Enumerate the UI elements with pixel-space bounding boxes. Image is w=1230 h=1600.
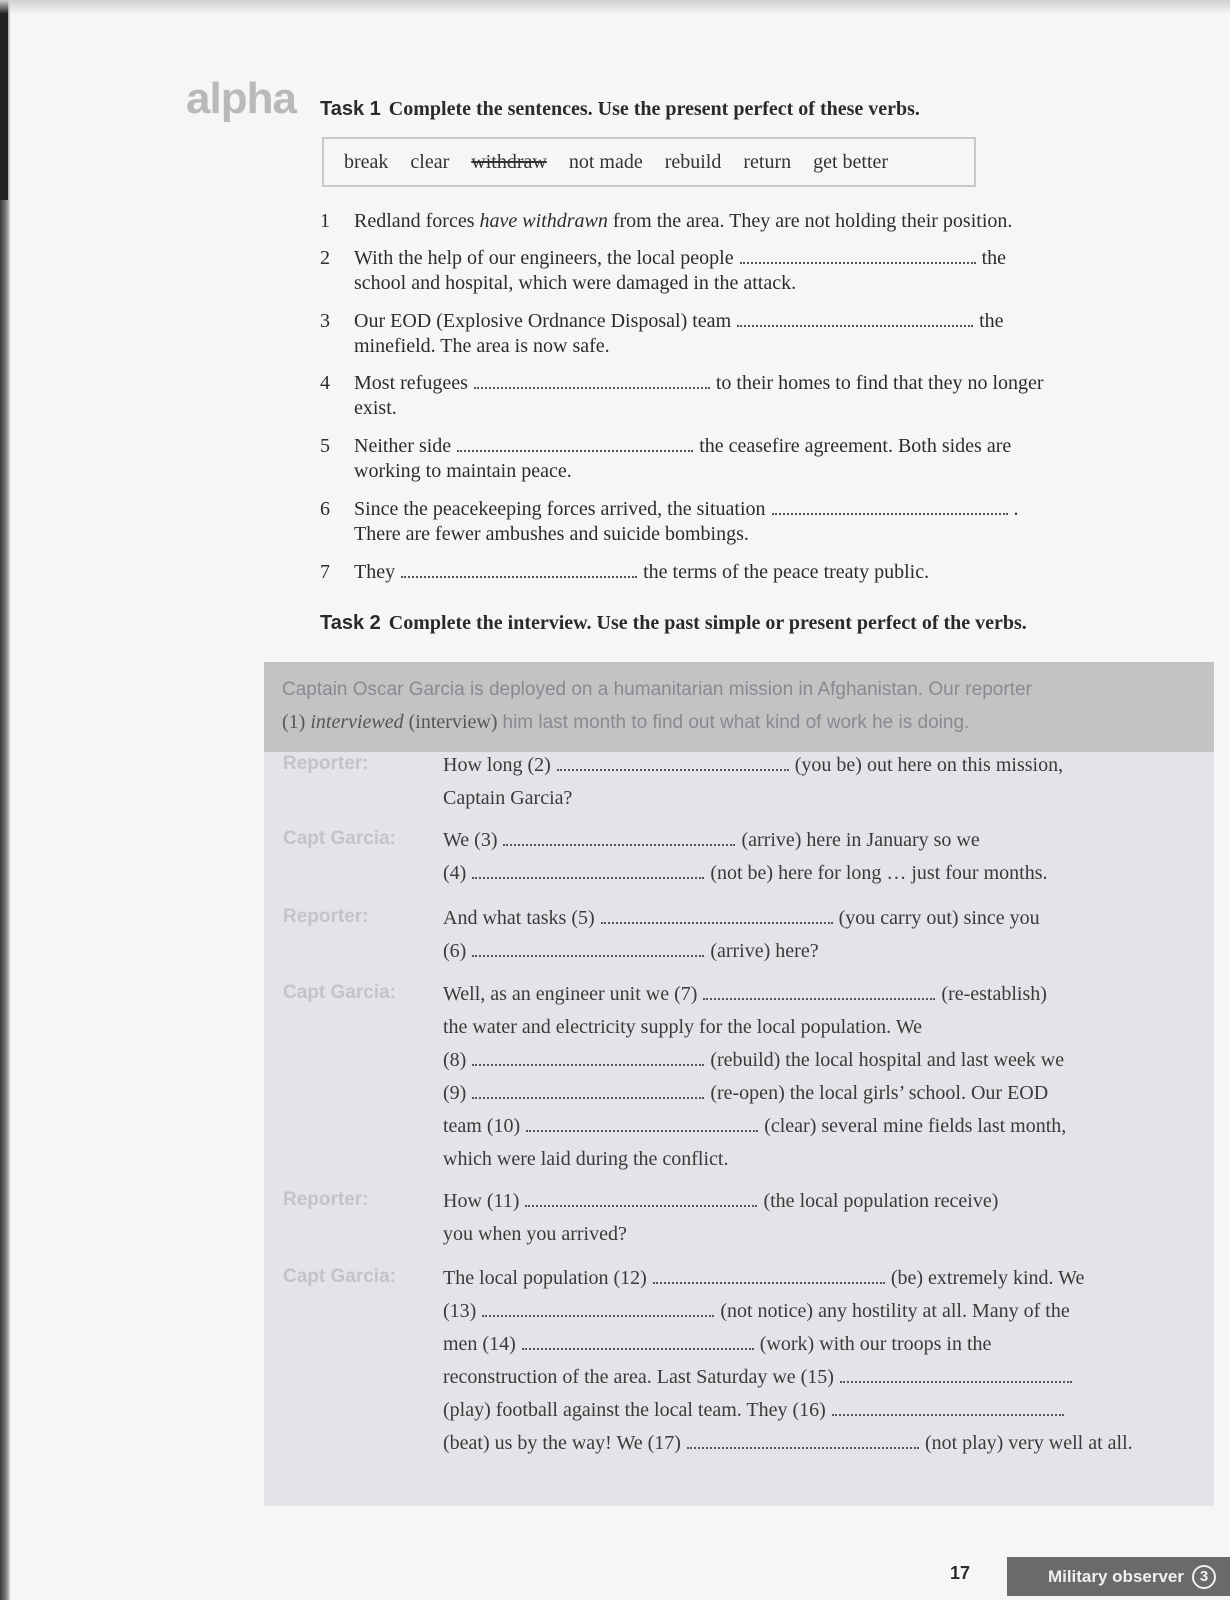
dialogue-text: team (10) (443, 1115, 521, 1137)
example-answer: interviewed (310, 711, 404, 733)
example-answer: have withdrawn (479, 210, 608, 232)
dialogue-text: (8) (443, 1049, 467, 1071)
task1-label: Task 1 (320, 98, 381, 120)
item-text: Since the peacekeeping forces arrived, the situation (354, 498, 766, 520)
answer-blank[interactable] (740, 248, 976, 264)
item-number: 6 (320, 498, 330, 520)
item-text: There are fewer ambushes and suicide bombings. (354, 523, 749, 545)
dialogue-line (443, 939, 1223, 964)
interview-intro (282, 673, 1202, 739)
dialogue-text: And what tasks (5) (443, 907, 595, 929)
answer-blank[interactable] (472, 1083, 704, 1099)
dialogue-text: How (11) (443, 1190, 520, 1212)
dialogue-line (443, 828, 1223, 853)
dialogue-text: (arrive) here? (710, 940, 819, 962)
dialogue-line (443, 1048, 1223, 1073)
dialogue-text: (beat) us by the way! We (17) (443, 1432, 681, 1454)
item-text: school and hospital, which were damaged in the attack. (354, 272, 797, 294)
answer-blank[interactable] (482, 1301, 714, 1317)
dialogue-text: (9) (443, 1082, 467, 1104)
item-text: Neither side (354, 435, 452, 457)
dialogue-line (443, 753, 1223, 778)
item-text: working to maintain peace. (354, 460, 572, 482)
item-text: They (354, 561, 396, 583)
intro-verb: (interview) (408, 711, 498, 733)
answer-blank[interactable] (474, 373, 710, 389)
dialogue-text: How long (2) (443, 754, 551, 776)
dialogue-line (443, 786, 1223, 811)
dialogue-text: The local population (12) (443, 1267, 647, 1289)
answer-blank[interactable] (472, 941, 704, 957)
dialogue-line (443, 1114, 1223, 1139)
dialogue-text: (not notice) any hostility at all. Many of the (720, 1300, 1070, 1322)
speaker-label: Capt Garcia: (283, 982, 396, 1003)
speaker-label: Reporter: (283, 753, 369, 774)
dialogue-text: (be) extremely kind. We (890, 1267, 1085, 1289)
unit-footer (1007, 1557, 1230, 1596)
task2-heading (320, 612, 1027, 635)
intro-text: him last month to find out what kind of work he is doing. (502, 712, 970, 733)
dialogue-line (443, 1266, 1223, 1291)
task1-instruction: Complete the sentences. Use the present perfect of these verbs. (388, 98, 920, 120)
dialogue-text: (arrive) here in January so we (741, 829, 980, 851)
dialogue-text: reconstruction of the area. Last Saturday we (15) (443, 1366, 834, 1388)
unit-number-badge: 3 (1192, 1565, 1216, 1589)
word-bank (322, 137, 976, 187)
item-text: minefield. The area is now safe. (354, 335, 610, 357)
item-text: With the help of our engineers, the local people (354, 247, 734, 269)
answer-blank[interactable] (525, 1191, 757, 1207)
word-bank-item: rebuild (664, 150, 722, 173)
dialogue-text: We (3) (443, 829, 498, 851)
word-bank-item: clear (410, 150, 450, 173)
answer-blank[interactable] (703, 984, 935, 1000)
word-bank-item: break (344, 150, 389, 173)
dialogue-text: (re-establish) (941, 983, 1047, 1005)
dialogue-line (443, 1332, 1223, 1357)
book-spine-shadow (0, 0, 10, 1600)
dialogue-text: (4) (443, 862, 467, 884)
word-bank-item: not made (568, 150, 643, 173)
dialogue-line (443, 1398, 1223, 1423)
item-text: the (979, 310, 1004, 332)
task1-heading (320, 98, 920, 121)
answer-blank[interactable] (526, 1116, 758, 1132)
speaker-label: Reporter: (283, 1189, 369, 1210)
section-title: Military observer (1047, 1566, 1184, 1586)
item-text: Our EOD (Explosive Ordnance Disposal) team (354, 310, 732, 332)
dialogue-text: (6) (443, 940, 467, 962)
brand-logo: alpha (186, 74, 296, 123)
dialogue-text: (the local population receive) (763, 1190, 999, 1212)
dialogue-text: (you be) out here on this mission, (794, 754, 1064, 776)
dialogue-text: (play) football against the local team. They (16) (443, 1399, 826, 1421)
item-text: the terms of the peace treaty public. (643, 561, 930, 583)
speaker-label: Reporter: (283, 906, 369, 927)
answer-blank[interactable] (401, 562, 637, 578)
dialogue-line (443, 1431, 1223, 1456)
speaker-label: Capt Garcia: (283, 828, 396, 849)
dialogue-line (443, 1222, 1223, 1247)
item-number: 1 (320, 210, 330, 232)
answer-blank[interactable] (503, 830, 735, 846)
answer-blank[interactable] (832, 1400, 1064, 1416)
dialogue-text: (work) with our troops in the (759, 1333, 992, 1355)
item-number: 5 (320, 435, 330, 457)
answer-blank[interactable] (457, 436, 693, 452)
item-number: 2 (320, 247, 330, 269)
speaker-label: Capt Garcia: (283, 1266, 396, 1287)
word-bank-item-used: withdraw (471, 150, 547, 173)
dialogue-line (443, 1365, 1223, 1390)
dialogue-text: (rebuild) the local hospital and last week we (710, 1049, 1065, 1071)
page-top-shadow (0, 0, 1230, 14)
dialogue-line (443, 1299, 1223, 1324)
dialogue-line (443, 861, 1223, 886)
item-text: from the area. They are not holding their position. (607, 210, 1013, 232)
dialogue-text: (clear) several mine fields last month, (764, 1115, 1067, 1137)
task2-label: Task 2 (320, 612, 381, 634)
answer-blank[interactable] (653, 1268, 885, 1284)
task2-instruction: Complete the interview. Use the past simple or present perfect of the verbs. (388, 612, 1027, 634)
item-text: to their homes to find that they no longer (715, 372, 1044, 394)
dialogue-text: Captain Garcia? (443, 787, 573, 809)
dialogue-line (443, 1147, 1223, 1172)
answer-blank[interactable] (557, 755, 789, 771)
answer-blank[interactable] (522, 1334, 754, 1350)
item-number: 4 (320, 372, 330, 394)
answer-blank[interactable] (840, 1367, 1072, 1383)
dialogue-text: (re-open) the local girls’ school. Our EOD (710, 1082, 1049, 1104)
item-text: the ceasefire agreement. Both sides are (699, 435, 1012, 457)
dialogue-text: you when you arrived? (443, 1223, 627, 1245)
answer-blank[interactable] (601, 908, 833, 924)
item-text: the (981, 247, 1007, 269)
dialogue-line (443, 906, 1223, 931)
item-number: 7 (320, 561, 330, 583)
dialogue-text: Well, as an engineer unit we (7) (443, 983, 698, 1005)
answer-blank[interactable] (737, 311, 973, 327)
answer-blank[interactable] (772, 499, 1008, 515)
dialogue-text: men (14) (443, 1333, 516, 1355)
item-text: Redland forces (354, 210, 480, 232)
dialogue-line (443, 1015, 1223, 1040)
book-spine-dark-edge (0, 0, 8, 200)
answer-blank[interactable] (472, 863, 704, 879)
dialogue-text: (you carry out) since you (838, 907, 1040, 929)
dialogue-line (443, 1081, 1223, 1106)
answer-blank[interactable] (472, 1050, 704, 1066)
dialogue-line (443, 982, 1223, 1007)
intro-number: (1) (282, 711, 306, 733)
word-bank-item: return (743, 150, 792, 173)
dialogue-text: (not be) here for long … just four months. (710, 862, 1048, 884)
item-text: . (1013, 498, 1019, 520)
answer-blank[interactable] (687, 1433, 919, 1449)
dialogue-text: which were laid during the conflict. (443, 1148, 729, 1170)
word-bank-item: get better (813, 150, 889, 173)
intro-text: Captain Oscar Garcia is deployed on a humanitarian mission in Afghanistan. Our reporter (282, 679, 1032, 700)
dialogue-text: (13) (443, 1300, 477, 1322)
item-text: Most refugees (354, 372, 468, 394)
item-number: 3 (320, 310, 330, 332)
dialogue-line (443, 1189, 1223, 1214)
item-text: exist. (354, 397, 397, 419)
page-number: 17 (950, 1563, 971, 1583)
dialogue-text: the water and electricity supply for the local population. We (443, 1016, 922, 1038)
dialogue-text: (not play) very well at all. (924, 1432, 1133, 1454)
